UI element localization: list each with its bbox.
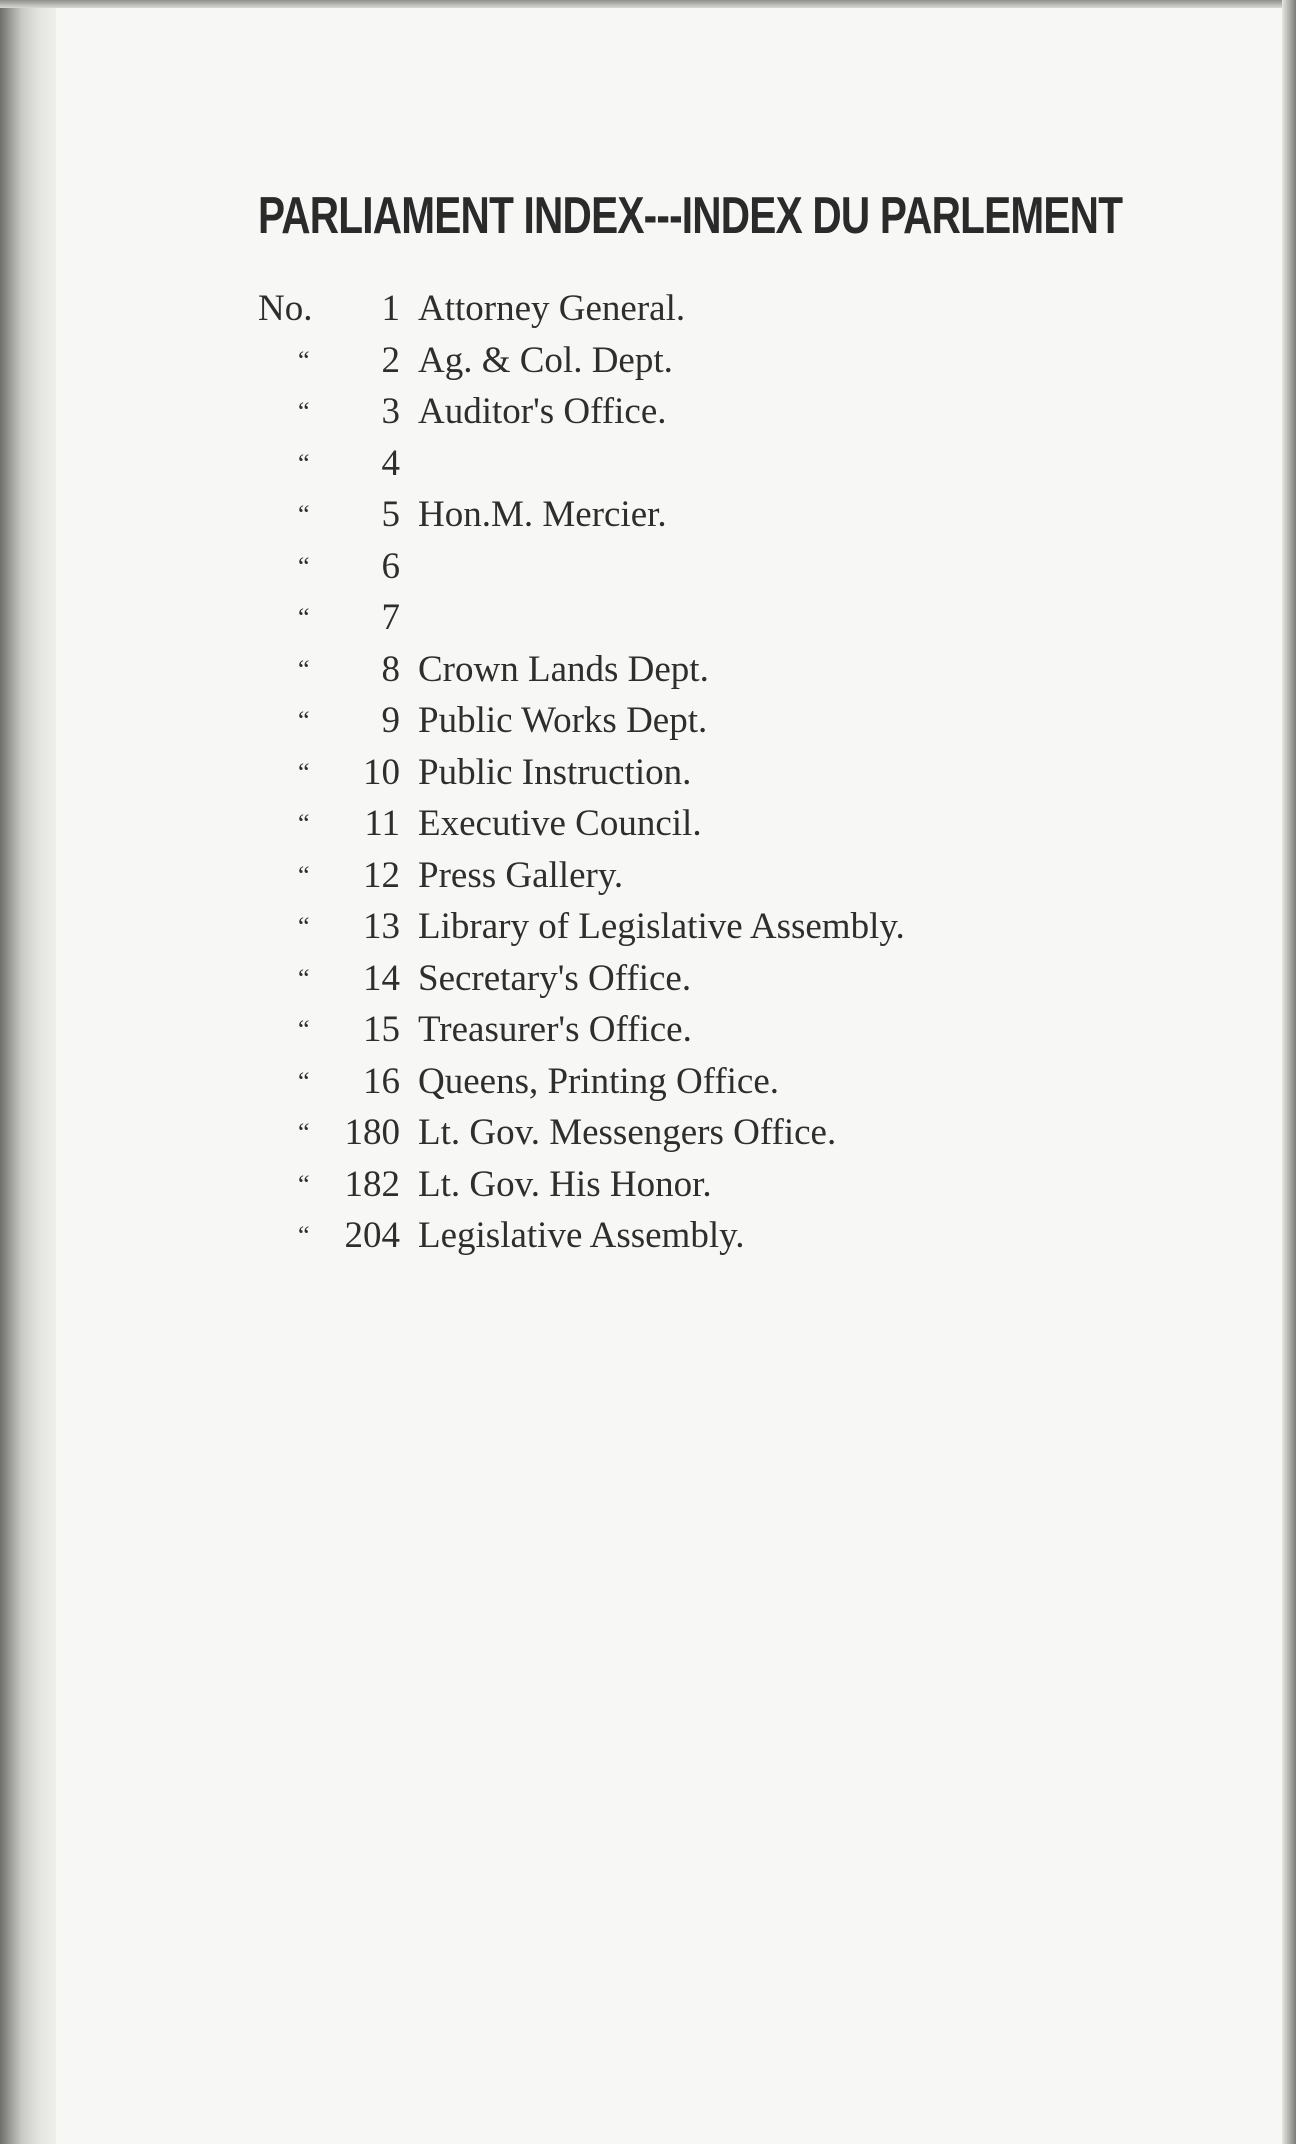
entry-number: 12 — [363, 855, 400, 896]
ditto-mark: “ — [298, 912, 312, 941]
entry-label: Auditor's Office. — [418, 391, 667, 432]
index-entry — [0, 438, 1296, 490]
index-entry — [0, 283, 1296, 335]
entry-label: Secretary's Office. — [418, 958, 692, 999]
index-entry — [0, 1159, 1296, 1211]
ditto-mark: “ — [298, 346, 312, 375]
index-entry — [0, 1107, 1296, 1159]
entry-number: 7 — [381, 597, 400, 638]
entry-label: Lt. Gov. Messengers Office. — [418, 1112, 837, 1153]
entry-number: 204 — [344, 1215, 400, 1256]
ditto-mark: “ — [298, 655, 312, 684]
index-entry — [0, 592, 1296, 644]
entry-number: 4 — [381, 443, 400, 484]
entry-label: Library of Legislative Assembly. — [418, 906, 905, 947]
index-entry — [0, 850, 1296, 902]
entry-number: 3 — [381, 391, 400, 432]
ditto-mark: “ — [298, 758, 312, 787]
entry-number: 5 — [381, 494, 400, 535]
index-entry — [0, 386, 1296, 438]
entry-label: Public Works Dept. — [418, 700, 708, 741]
ditto-mark: “ — [298, 500, 312, 529]
ditto-mark: “ — [298, 397, 312, 426]
page-title: PARLIAMENT INDEX---INDEX DU PARLEMENT — [258, 187, 1123, 245]
entry-label: Ag. & Col. Dept. — [418, 340, 673, 381]
number-prefix: No. — [258, 288, 313, 329]
entry-number: 8 — [381, 649, 400, 690]
entry-number: 16 — [363, 1061, 400, 1102]
ditto-mark: “ — [298, 449, 312, 478]
index-entry — [0, 953, 1296, 1005]
index-entry — [0, 1056, 1296, 1108]
index-entry — [0, 747, 1296, 799]
entry-number: 15 — [363, 1009, 400, 1050]
index-entry — [0, 335, 1296, 387]
ditto-mark: “ — [298, 603, 312, 632]
entry-label: Lt. Gov. His Honor. — [418, 1164, 712, 1205]
index-entry — [0, 541, 1296, 593]
entry-label: Public Instruction. — [418, 752, 692, 793]
index-entry — [0, 1004, 1296, 1056]
entry-label: Treasurer's Office. — [418, 1009, 692, 1050]
entry-number: 182 — [344, 1164, 400, 1205]
entry-number: 11 — [364, 803, 400, 844]
ditto-mark: “ — [298, 861, 312, 890]
ditto-mark: “ — [298, 706, 312, 735]
ditto-mark: “ — [298, 1015, 312, 1044]
entry-label: Legislative Assembly. — [418, 1215, 745, 1256]
index-entry — [0, 901, 1296, 953]
entry-number: 180 — [344, 1112, 400, 1153]
entry-label: Queens, Printing Office. — [418, 1061, 780, 1102]
entry-number: 6 — [381, 546, 400, 587]
entry-label: Attorney General. — [418, 288, 686, 329]
index-entry — [0, 1210, 1296, 1262]
ditto-mark: “ — [298, 964, 312, 993]
entry-label: Executive Council. — [418, 803, 702, 844]
ditto-mark: “ — [298, 1170, 312, 1199]
ditto-mark: “ — [298, 809, 312, 838]
entry-number: 13 — [363, 906, 400, 947]
index-entry — [0, 489, 1296, 541]
ditto-mark: “ — [298, 1067, 312, 1096]
ditto-mark: “ — [298, 1221, 312, 1250]
entry-number: 10 — [363, 752, 400, 793]
entry-number: 14 — [363, 958, 400, 999]
entry-number: 9 — [381, 700, 400, 741]
entry-number: 1 — [381, 288, 400, 329]
entry-label: Press Gallery. — [418, 855, 624, 896]
entry-label: Hon.M. Mercier. — [418, 494, 667, 535]
index-entry — [0, 695, 1296, 747]
entry-label: Crown Lands Dept. — [418, 649, 709, 690]
ditto-mark: “ — [298, 1118, 312, 1147]
ditto-mark: “ — [298, 552, 312, 581]
index-entry — [0, 644, 1296, 696]
entry-number: 2 — [381, 340, 400, 381]
index-entry — [0, 798, 1296, 850]
